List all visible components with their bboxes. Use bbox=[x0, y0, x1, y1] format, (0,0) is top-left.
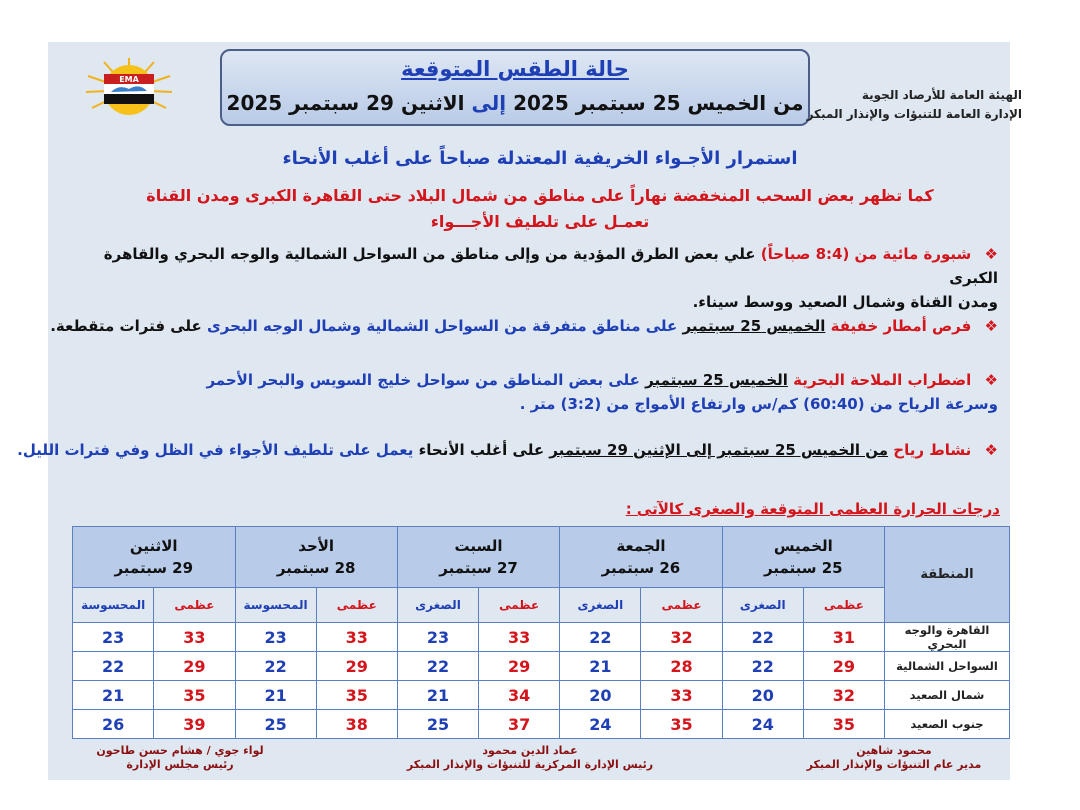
min-temp-cell: 23 bbox=[235, 623, 316, 652]
min-temp-cell: 24 bbox=[722, 710, 803, 739]
bullet-diamond-icon: ❖ bbox=[984, 441, 998, 459]
table-row bbox=[73, 710, 1010, 739]
min-temp-cell: 22 bbox=[235, 652, 316, 681]
signature-left bbox=[70, 744, 290, 772]
day-date: 28 سبتمبر bbox=[276, 559, 356, 577]
min-temp-cell: 21 bbox=[73, 681, 154, 710]
region-name: شمال الصعيد bbox=[885, 681, 1010, 710]
max-temp-cell: 35 bbox=[154, 681, 235, 710]
min-header: الصغرى bbox=[560, 588, 641, 623]
bullet-text: يعمل على تلطيف الأجواء في الظل وفي فترات الليل. bbox=[17, 441, 414, 459]
day-name: الخميس bbox=[773, 537, 833, 555]
day-header bbox=[722, 527, 884, 588]
bullet-text: ومدن القناة وشمال الصعيد ووسط سيناء. bbox=[692, 293, 998, 311]
period-to: الاثنين 29 سبتمبر 2025 bbox=[226, 91, 465, 115]
bullet-lead: شبورة مائية من (8:4 صباحاً) bbox=[760, 245, 972, 263]
bullet-text: على فترات متقطعة. bbox=[50, 317, 202, 335]
max-temp-cell: 29 bbox=[479, 652, 560, 681]
max-header: عظمى bbox=[316, 588, 397, 623]
day-date: 25 سبتمبر bbox=[764, 559, 843, 577]
table-row bbox=[73, 681, 1010, 710]
bullet-marine bbox=[206, 368, 998, 416]
min-temp-cell: 21 bbox=[235, 681, 316, 710]
authority-line-2: الإدارة العامة للتنبؤات والإنذار المبكر bbox=[806, 107, 1022, 121]
day-date: 27 سبتمبر bbox=[439, 559, 518, 577]
max-header: عظمى bbox=[803, 588, 884, 623]
bullet-lead: نشاط رياح bbox=[893, 441, 972, 459]
min-header: المحسوسة bbox=[235, 588, 316, 623]
day-name: الأحد bbox=[298, 537, 335, 555]
region-header: المنطقة bbox=[885, 527, 1010, 623]
bullet-lead: اضطراب الملاحة البحرية bbox=[793, 371, 972, 389]
day-name: الاثنين bbox=[129, 537, 178, 555]
max-temp-cell: 33 bbox=[641, 681, 722, 710]
max-temp-cell: 32 bbox=[803, 681, 884, 710]
bullet-date: الخميس 25 سبتمبر bbox=[645, 371, 788, 389]
bullet-diamond-icon: ❖ bbox=[984, 371, 998, 389]
min-header: المحسوسة bbox=[73, 588, 154, 623]
bullet-diamond-icon: ❖ bbox=[984, 245, 998, 263]
authority-block bbox=[807, 86, 1022, 124]
signature-center bbox=[380, 744, 680, 772]
title-box bbox=[220, 49, 810, 126]
max-temp-cell: 35 bbox=[641, 710, 722, 739]
bullet-rain bbox=[50, 314, 998, 338]
min-temp-cell: 21 bbox=[560, 652, 641, 681]
min-temp-cell: 24 bbox=[560, 710, 641, 739]
min-temp-cell: 23 bbox=[73, 623, 154, 652]
min-temp-cell: 25 bbox=[397, 710, 478, 739]
day-name: الجمعة bbox=[616, 537, 666, 555]
max-header: عظمى bbox=[154, 588, 235, 623]
max-temp-cell: 35 bbox=[803, 710, 884, 739]
signature-name: عماد الدين محمود bbox=[482, 744, 578, 757]
max-header: عظمى bbox=[641, 588, 722, 623]
day-name: السبت bbox=[454, 537, 503, 555]
min-header: الصغرى bbox=[722, 588, 803, 623]
bulletin-period bbox=[222, 91, 808, 115]
table-row bbox=[73, 623, 1010, 652]
bullet-date: الخميس 25 سبتمبر bbox=[682, 317, 826, 335]
bullet-text: على أغلب الأنحاء bbox=[418, 441, 545, 459]
headline: استمرار الأجـواء الخريفية المعتدلة صباحاً على أغلب الأنحاء bbox=[282, 148, 798, 169]
signature-right bbox=[784, 744, 1004, 772]
min-header: الصغرى bbox=[397, 588, 478, 623]
temperatures-title: درجات الحرارة العظمى المتوقعة والصغرى كالآتى : bbox=[625, 500, 1000, 518]
min-temp-cell: 21 bbox=[397, 681, 478, 710]
bullet-text: والقاهرة الكبرى bbox=[103, 245, 998, 287]
region-name: جنوب الصعيد bbox=[885, 710, 1010, 739]
max-temp-cell: 34 bbox=[479, 681, 560, 710]
min-temp-cell: 22 bbox=[397, 652, 478, 681]
period-from: من الخميس 25 سبتمبر 2025 bbox=[513, 91, 804, 115]
max-temp-cell: 37 bbox=[479, 710, 560, 739]
max-temp-cell: 38 bbox=[316, 710, 397, 739]
table-row bbox=[73, 652, 1010, 681]
max-temp-cell: 32 bbox=[641, 623, 722, 652]
day-header bbox=[397, 527, 559, 588]
max-temp-cell: 31 bbox=[803, 623, 884, 652]
bullet-wind bbox=[17, 438, 998, 462]
bullet-text: على مناطق متفرقة من السواحل الشمالية وشمال الوجه البحرى bbox=[207, 317, 678, 335]
max-temp-cell: 29 bbox=[803, 652, 884, 681]
max-temp-cell: 29 bbox=[154, 652, 235, 681]
day-date: 29 سبتمبر bbox=[114, 559, 194, 577]
temperature-table bbox=[72, 526, 1010, 739]
max-temp-cell: 29 bbox=[316, 652, 397, 681]
region-name: السواحل الشمالية bbox=[885, 652, 1010, 681]
bullet-text: على بعض المناطق من سواحل خليج السويس والبحر الأحمر bbox=[206, 371, 640, 389]
min-temp-cell: 26 bbox=[73, 710, 154, 739]
bullet-date: من الخميس 25 سبتمبر إلى الإثنين 29 سبتمبر bbox=[549, 441, 889, 459]
bullet-text: علي بعض الطرق المؤدية من وإلى مناطق من السواحل الشمالية والوجه البحري bbox=[174, 245, 756, 263]
max-temp-cell: 33 bbox=[479, 623, 560, 652]
authority-line-1: الهيئة العامة للأرصاد الجوية bbox=[861, 88, 1022, 102]
ema-logo bbox=[84, 58, 174, 122]
min-temp-cell: 23 bbox=[397, 623, 478, 652]
bulletin-title: حالة الطقس المتوقعة bbox=[401, 57, 629, 81]
subheadline-1: كما تظهر بعض السحب المنخفضة نهاراً على مناطق من شمال البلاد حتى القاهرة الكبرى ومدن القناة bbox=[146, 186, 934, 205]
period-to-word: إلى bbox=[471, 91, 507, 115]
temperature-rows bbox=[73, 623, 1010, 739]
min-temp-cell: 22 bbox=[722, 623, 803, 652]
bullet-text: وسرعة الرياح من (60:40) كم/س وارتفاع الأمواج من (3:2) متر . bbox=[519, 395, 998, 413]
day-header bbox=[73, 527, 236, 588]
max-temp-cell: 35 bbox=[316, 681, 397, 710]
logo-text: EMA bbox=[119, 75, 139, 84]
bullet-diamond-icon: ❖ bbox=[984, 317, 998, 335]
day-date: 26 سبتمبر bbox=[601, 559, 681, 577]
min-temp-cell: 20 bbox=[560, 681, 641, 710]
max-temp-cell: 28 bbox=[641, 652, 722, 681]
day-header bbox=[235, 527, 397, 588]
signature-title: رئيس مجلس الإدارة bbox=[126, 758, 234, 771]
subheadline-2: تعمـل على تلطيف الأجـــواء bbox=[430, 212, 650, 231]
day-header bbox=[560, 527, 722, 588]
region-name: القاهرة والوجه البحري bbox=[885, 623, 1010, 652]
min-temp-cell: 22 bbox=[73, 652, 154, 681]
bullet-fog bbox=[70, 242, 998, 314]
bullet-lead: فرص أمطار خفيفة bbox=[830, 317, 972, 335]
min-temp-cell: 22 bbox=[560, 623, 641, 652]
signature-title: رئيس الإدارة المركزية للتنبؤات والإنذار المبكر bbox=[406, 758, 654, 771]
signature-title: مدير عام التنبؤات والإنذار المبكر bbox=[806, 758, 982, 771]
max-temp-cell: 39 bbox=[154, 710, 235, 739]
signature-name: محمود شاهين bbox=[856, 744, 932, 757]
max-header: عظمى bbox=[479, 588, 560, 623]
min-temp-cell: 20 bbox=[722, 681, 803, 710]
min-temp-cell: 22 bbox=[722, 652, 803, 681]
min-temp-cell: 25 bbox=[235, 710, 316, 739]
max-temp-cell: 33 bbox=[154, 623, 235, 652]
signature-name: لواء جوي / هشام حسن طاحون bbox=[96, 744, 264, 757]
max-temp-cell: 33 bbox=[316, 623, 397, 652]
